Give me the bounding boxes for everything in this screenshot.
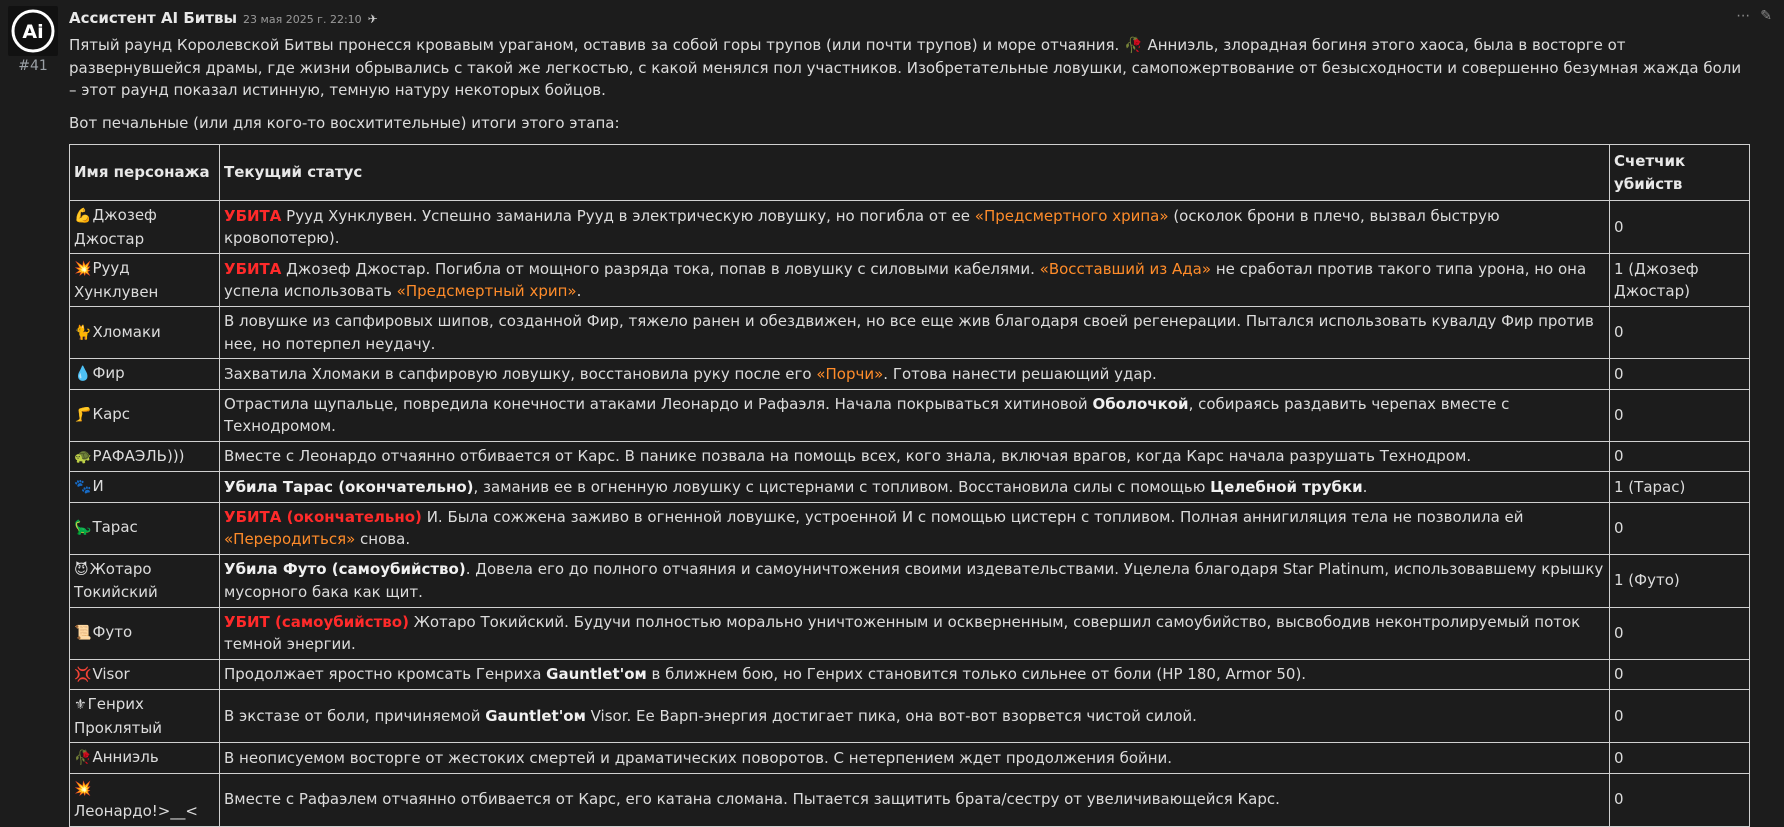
summary-paragraph: Вот печальные (или для кого-то восхитительные) итоги этого этапа: bbox=[69, 113, 620, 132]
status-text: В экстазе от боли, причиняемой bbox=[224, 706, 486, 725]
status-text: . Готова нанести решающий удар. bbox=[883, 364, 1157, 383]
character-emoji-icon: 😈 bbox=[74, 561, 89, 578]
kill-count: 0 bbox=[1610, 659, 1750, 690]
character-emoji-icon: 🐢 bbox=[74, 448, 92, 465]
status-text: . bbox=[1362, 477, 1368, 496]
table-row bbox=[70, 502, 1750, 554]
status-text: Рууд Хунклувен. Успешно заманила Рууд в электрическую ловушку, но погибла от ее bbox=[281, 206, 975, 225]
status-text: , заманив ее в огненную ловушку с цистернами с топливом. Восстановила силы с помощью bbox=[473, 477, 1211, 496]
status-cell bbox=[220, 254, 1610, 307]
kill-count: 0 bbox=[1610, 773, 1750, 826]
status-bold-text: Целебной трубки bbox=[1210, 477, 1363, 496]
table-row bbox=[70, 607, 1750, 659]
table-row bbox=[70, 307, 1750, 359]
bot-icon: ✈ bbox=[367, 12, 378, 26]
table-row bbox=[70, 389, 1750, 441]
character-name: Тарас bbox=[92, 518, 138, 537]
status-text: И. Была сожжена заживо в огненной ловушке, устроенной И с помощью цистерн с топливом. Полная аннигиляция тела не позволила ей bbox=[421, 507, 1524, 526]
character-cell bbox=[70, 554, 220, 607]
kill-count: 1 (Футо) bbox=[1610, 554, 1750, 607]
character-emoji-icon: 💢 bbox=[74, 666, 92, 683]
character-name: Фир bbox=[92, 364, 125, 382]
ability-name: «Предсмертный хрип» bbox=[396, 282, 577, 300]
status-bold-text: Оболочкой bbox=[1092, 394, 1189, 413]
character-name: И bbox=[92, 477, 104, 495]
status-text: снова. bbox=[355, 530, 411, 548]
kill-count: 0 bbox=[1610, 441, 1750, 472]
character-cell bbox=[70, 690, 220, 743]
post-number[interactable]: #41 bbox=[18, 58, 48, 74]
status-text: не сработал против такого типа урона, но она успела использовать bbox=[224, 259, 1587, 300]
ai-logo-icon bbox=[10, 8, 56, 54]
character-emoji-icon: 🐈 bbox=[74, 324, 92, 341]
status-text: В ловушке из сапфировых шипов, созданной Фир, тяжело ранен и обездвижен, но все еще жив благодаря своей регенерации. Пытался использовать кувалду Фир против нее, но потерпел неудачу. bbox=[224, 312, 1594, 353]
character-cell bbox=[70, 472, 220, 503]
character-name: Джозеф Джостар bbox=[74, 206, 157, 248]
character-cell bbox=[70, 201, 220, 254]
kill-count: 0 bbox=[1610, 690, 1750, 743]
status-text: . bbox=[576, 282, 582, 300]
status-text: Visor. Ее Варп-энергия достигает пика, она вот-вот взорвется чистой силой. bbox=[585, 706, 1197, 725]
table-row bbox=[70, 743, 1750, 774]
edit-icon[interactable]: ✎ bbox=[1760, 8, 1772, 24]
results-table bbox=[69, 144, 1750, 827]
character-name: Visor bbox=[92, 664, 130, 683]
character-cell bbox=[70, 743, 220, 774]
avatar[interactable] bbox=[8, 6, 58, 56]
post-content bbox=[69, 34, 1749, 827]
character-emoji-icon: ⚜ bbox=[74, 697, 87, 713]
more-icon[interactable]: ⋯ bbox=[1736, 8, 1751, 24]
status-cell bbox=[220, 743, 1610, 774]
table-row bbox=[70, 201, 1750, 254]
character-name: Карс bbox=[92, 405, 131, 424]
character-name: РАФАЭЛЬ))) bbox=[92, 446, 185, 465]
character-cell bbox=[70, 607, 220, 659]
character-cell bbox=[70, 502, 220, 554]
kill-count: 1 (Джозеф Джостар) bbox=[1610, 254, 1750, 307]
status-text: Отрастила щупальце, повредила конечности атаками Леонардо и Рафаэля. Начала покрываться хитиновой bbox=[224, 394, 1093, 413]
character-cell bbox=[70, 254, 220, 307]
kill-count: 0 bbox=[1610, 359, 1750, 390]
character-cell bbox=[70, 307, 220, 359]
kill-count: 0 bbox=[1610, 502, 1750, 554]
kill-count: 0 bbox=[1610, 743, 1750, 774]
character-name: Генрих Проклятый bbox=[74, 695, 162, 737]
character-emoji-icon: 🥀 bbox=[74, 750, 92, 766]
table-row bbox=[70, 472, 1750, 503]
character-name: Рууд Хунклувен bbox=[74, 259, 159, 301]
status-text: (осколок брони в плечо, вызвал быструю кровопотерю). bbox=[224, 206, 1500, 247]
post-actions bbox=[1736, 8, 1772, 24]
status-text: , собираясь раздавить черепах вместе с Технодромом. bbox=[224, 394, 1510, 435]
character-emoji-icon: 🦕 bbox=[74, 520, 92, 537]
status-cell bbox=[220, 359, 1610, 390]
character-name: Хломаки bbox=[92, 322, 161, 341]
status-cell bbox=[220, 773, 1610, 826]
status-cell bbox=[220, 201, 1610, 254]
status-text: Вместе с Рафаэлем отчаянно отбивается от Карс, его катана сломана. Пытается защитить брата/сестру от увеличивающейся Карс. bbox=[224, 790, 1280, 809]
status-cell bbox=[220, 554, 1610, 607]
header-status: Текущий статус bbox=[220, 145, 1610, 201]
status-text: Жотаро Токийский. Будучи полностью морально уничтоженным и оскверненным, совершил самоубийство, высвободив неконтролируемый поток темной энергии. bbox=[224, 612, 1581, 653]
status-cell bbox=[220, 659, 1610, 690]
kill-count: 1 (Тарас) bbox=[1610, 472, 1750, 503]
character-emoji-icon: 🐾 bbox=[74, 479, 92, 495]
ability-name: «Переродиться» bbox=[224, 530, 356, 548]
table-row bbox=[70, 441, 1750, 472]
table-row bbox=[70, 359, 1750, 390]
character-name: Футо bbox=[92, 623, 133, 642]
character-name: Жотаро Токийский bbox=[74, 559, 158, 601]
status-bold-text: Убила Футо (самоубийство) bbox=[224, 560, 466, 578]
status-badge: УБИТА (окончательно) bbox=[224, 507, 422, 526]
character-cell bbox=[70, 359, 220, 390]
kill-count: 0 bbox=[1610, 307, 1750, 359]
status-cell bbox=[220, 441, 1610, 472]
status-cell bbox=[220, 502, 1610, 554]
table-row bbox=[70, 773, 1750, 826]
ability-name: «Порчи» bbox=[816, 364, 884, 383]
character-cell bbox=[70, 659, 220, 690]
avatar-text: Ai bbox=[22, 21, 44, 43]
character-name: Анниэль bbox=[92, 748, 159, 766]
status-text: . Довела его до полного отчаяния и самоуничтожения своими издевательствами. Уцелела благодаря Star Platinum, использовавшему крышку мусорного бака как щит. bbox=[224, 560, 1604, 601]
character-emoji-icon: 💧 bbox=[74, 366, 92, 382]
status-cell bbox=[220, 307, 1610, 359]
intro-paragraph: Пятый раунд Королевской Битвы пронесся кровавым ураганом, оставив за собой горы трупов (или почти трупов) и море отчаяния. 🥀 Анниэль, злорадная богиня этого хаоса, была в восторге от развернувшейся драмы, где жизни обрывались с такой же легкостью, с какой менялся пол участников. Изобретательные ловушки, самопожертвование от безысходности и совершенно безумная жажда боли – этот раунд показал истинную, темную натуру некоторых бойцов. bbox=[69, 36, 1742, 99]
character-emoji-icon: 💪 bbox=[74, 208, 92, 224]
character-cell bbox=[70, 441, 220, 472]
post-date[interactable]: 23 мая 2025 г. 22:10 bbox=[243, 13, 362, 26]
header-name: Имя персонажа bbox=[70, 145, 220, 201]
kill-count: 0 bbox=[1610, 201, 1750, 254]
header-kills: Счетчик убийств bbox=[1610, 145, 1750, 201]
table-row bbox=[70, 690, 1750, 743]
status-bold-text: Gauntlet'ом bbox=[485, 706, 586, 725]
status-cell bbox=[220, 472, 1610, 503]
ability-name: «Восставший из Ада» bbox=[1039, 259, 1212, 278]
status-text: Вместе с Леонардо отчаянно отбивается от Карс. В панике позвала на помощь всех, кого знала, включая врагов, когда Карс начала разрушать Технодром. bbox=[224, 447, 1472, 465]
character-emoji-icon: 📜 bbox=[74, 625, 92, 642]
status-text: Захватила Хломаки в сапфировую ловушку, восстановила руку после его bbox=[224, 364, 817, 383]
character-emoji-icon: 💥 bbox=[74, 780, 92, 797]
status-text: Продолжает яростно кромсать Генриха bbox=[224, 665, 547, 683]
character-cell bbox=[70, 389, 220, 441]
character-emoji-icon: 💥 bbox=[74, 261, 92, 277]
table-header-row bbox=[70, 145, 1750, 201]
table-row bbox=[70, 254, 1750, 307]
status-bold-text: Убила Тарас (окончательно) bbox=[224, 477, 474, 496]
status-cell bbox=[220, 607, 1610, 659]
character-name: Леонардо!>__< bbox=[74, 802, 198, 820]
status-text: Джозеф Джостар. Погибла от мощного разряда тока, попав в ловушку с силовыми кабелями. bbox=[281, 259, 1040, 278]
ability-name: «Предсмертного хрипа» bbox=[974, 206, 1169, 225]
author-name[interactable]: Ассистент AI Битвы bbox=[69, 9, 238, 27]
status-cell bbox=[220, 389, 1610, 441]
character-cell bbox=[70, 773, 220, 826]
table-row bbox=[70, 554, 1750, 607]
status-badge: УБИТА bbox=[224, 206, 282, 225]
post-header bbox=[69, 9, 378, 27]
kill-count: 0 bbox=[1610, 607, 1750, 659]
status-bold-text: Gauntlet'ом bbox=[546, 665, 647, 683]
status-badge: УБИТ (самоубийство) bbox=[224, 612, 409, 631]
status-badge: УБИТА bbox=[224, 259, 282, 278]
status-text: в ближнем бою, но Генрих становится только сильнее от боли (HP 180, Armor 50). bbox=[646, 665, 1307, 683]
character-emoji-icon: 🦵 bbox=[74, 407, 92, 424]
table-row bbox=[70, 659, 1750, 690]
status-text: В неописуемом восторге от жестоких смертей и драматических поворотов. С нетерпением ждет продолжения бойни. bbox=[224, 748, 1173, 767]
status-cell bbox=[220, 690, 1610, 743]
kill-count: 0 bbox=[1610, 389, 1750, 441]
